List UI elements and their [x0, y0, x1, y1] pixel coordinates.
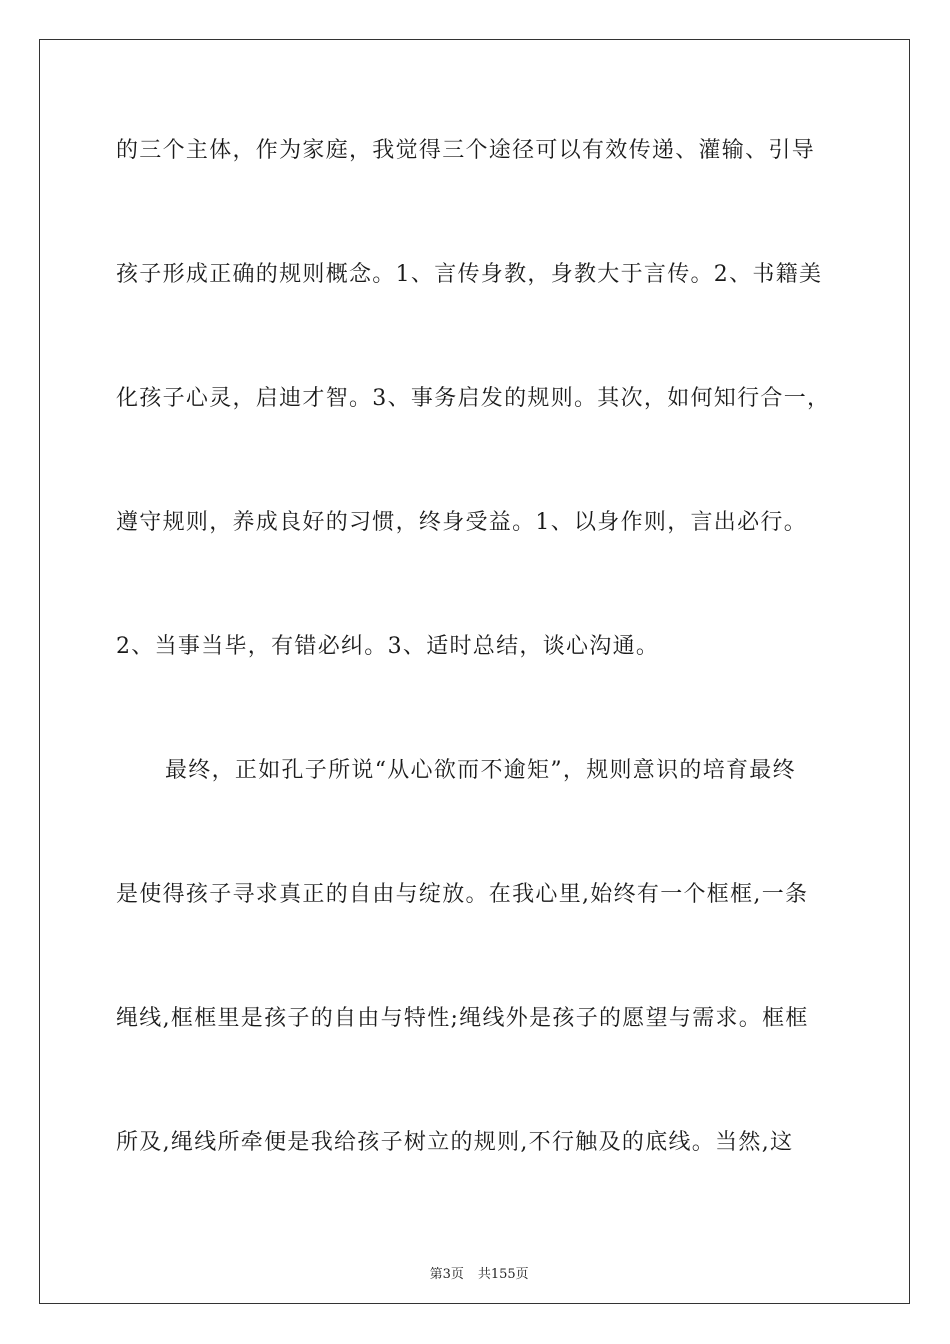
body-text-line-9: 所及,绳线所牵便是我给孩子树立的规则,不行触及的底线。当然,这	[116, 1130, 794, 1155]
page-border	[39, 39, 910, 1304]
body-text-line-4: 遵守规则，养成良好的习惯，终身受益。1、以身作则，言出必行。	[116, 510, 807, 535]
page-number: 第3页	[429, 1267, 464, 1282]
body-text-line-8: 绳线,框框里是孩子的自由与特性;绳线外是孩子的愿望与需求。框框	[116, 1006, 809, 1031]
body-text-line-7: 是使得孩子寻求真正的自由与绽放。在我心里,始终有一个框框,一条	[116, 882, 809, 907]
page-footer	[0, 1248, 950, 1282]
paragraph-start-line: 最终，正如孔子所说“从心欲而不逾矩”，规则意识的培育最终	[165, 758, 796, 783]
body-text-line-1: 的三个主体，作为家庭，我觉得三个途径可以有效传递、灌输、引导	[116, 138, 816, 163]
body-text-line-3: 化孩子心灵，启迪才智。3、事务启发的规则。其次，如何知行合一，	[116, 386, 831, 411]
body-text-line-5: 2、当事当毕，有错必纠。3、适时总结，谈心沟通。	[116, 634, 660, 659]
page-total: 共155页	[477, 1267, 529, 1282]
body-text-line-2: 孩子形成正确的规则概念。1、言传身教，身教大于言传。2、书籍美	[116, 262, 823, 287]
